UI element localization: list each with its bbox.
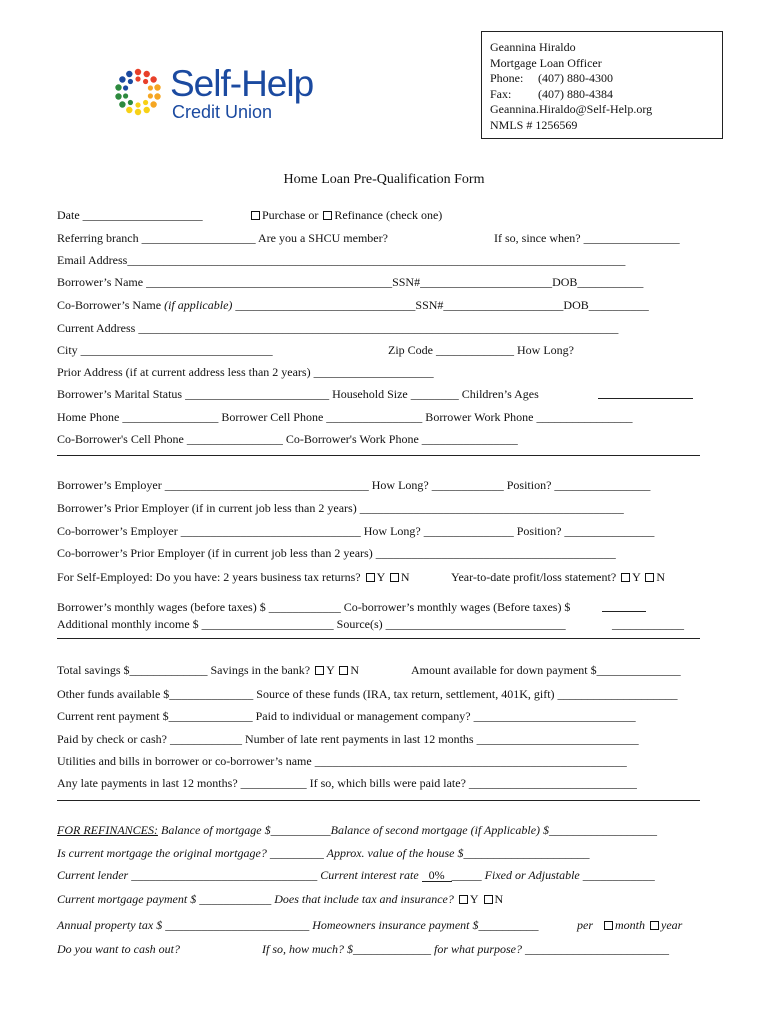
coborrower-wages-line[interactable] [602,611,646,612]
cash-out-amount-field[interactable]: If so, how much? $_____________ for what purpose? ________________________ [262,942,670,956]
loan-officer-contact-box [481,31,723,139]
original-mortgage-field[interactable]: Is current mortgage the original mortgage? _________ Approx. value of the house $_____________________ [57,846,590,860]
phone-row [57,409,697,425]
paid-by-row [57,731,697,747]
logo-dot [154,84,160,90]
savings-row: Total savings $_____________ Savings in the bank? Y N Amount available for down payment $______________ [57,663,681,677]
other-funds-field[interactable]: Other funds available $______________ Source of these funds (IRA, tax return, settlement, 401K, gift) ____________________ [57,687,678,701]
officer-fax: Fax: (407) 880-4384 [490,86,613,101]
month-checkbox[interactable] [604,921,613,930]
original-mortgage-row [57,845,697,861]
refinances-heading: FOR REFINANCES: [57,823,158,837]
section-divider [57,638,700,639]
current-address-row [57,320,697,336]
city-row [57,342,697,358]
coborrower-name-row [57,297,697,313]
logo-dot [148,85,153,90]
logo-dot [135,109,141,115]
referring-row [57,230,697,246]
other-funds-row [57,686,697,702]
coborrower-employer-row [57,523,697,539]
coborrower-name-field[interactable]: Co-Borrower’s Name (if applicable) ______________________________SSN#____________________DOB__________ [57,298,649,312]
additional-income-row [57,616,697,632]
tax-insurance-no-checkbox[interactable] [484,895,493,904]
refinance-label: Refinance (check one) [334,208,443,222]
home-phone-field[interactable]: Home Phone ________________ Borrower Cell Phone ________________ Borrower Work Phone ________________ [57,410,633,424]
logo-dot [128,79,133,84]
late-payments-row [57,775,697,791]
email-field[interactable]: Email Address___________________________________________________________________________________ [57,253,626,267]
utilities-field[interactable]: Utilities and bills in borrower or co-borrower’s name ____________________________________________________ [57,754,627,768]
marital-row [57,386,697,402]
section-divider [57,455,700,456]
logo-dot [135,69,141,75]
ytd-label: Year-to-date profit/loss statement? [451,570,617,584]
logo-dot [123,93,128,98]
lender-field[interactable]: Current lender _______________________________ Current interest rate 0% _____ Fixed or Adjustable ____________ [57,868,655,882]
logo-dot [150,101,156,107]
employer-field[interactable]: Borrower’s Employer __________________________________ How Long? ____________ Position? ________________ [57,478,651,492]
logo-dot [115,93,121,99]
email-row [57,252,697,268]
rent-field[interactable]: Current rent payment $______________ Paid to individual or management company? ___________________________ [57,709,636,723]
logo-wordmark: Self-Help [170,63,314,104]
officer-name: Geannina Hiraldo [490,40,576,54]
logo-dot [119,101,125,107]
interest-rate-value: 0% [422,869,452,882]
refinance-balance-field[interactable]: FOR REFINANCES: Balance of mortgage $__________Balance of second mortgage (if Applicable) $__________________ [57,823,658,837]
logo-dot [154,93,160,99]
logo-dot [135,76,140,81]
late-payments-field[interactable]: Any late payments in last 12 months? ___________ If so, which bills were paid late? ____________________________ [57,776,637,790]
tax-returns-no-checkbox[interactable] [390,573,399,582]
employer-row [57,477,697,493]
logo-dot [150,76,156,82]
savings-bank-yes-checkbox[interactable] [315,666,324,675]
prior-employer-row [57,500,697,516]
marital-status-field[interactable]: Borrower’s Marital Status ________________________ Household Size ________ Children’s Ages [57,387,539,401]
childrens-ages-line[interactable] [598,398,693,399]
current-address-field[interactable]: Current Address ________________________________________________________________________________ [57,321,619,335]
rent-row [57,708,697,724]
coborrower-prior-row [57,545,697,561]
logo-dot [144,107,150,113]
cash-out-row [57,941,697,957]
additional-income-tail[interactable]: ____________ [612,617,684,631]
logo-dot [126,71,132,77]
paid-by-field[interactable]: Paid by check or cash? ____________ Number of late rent payments in last 12 months ___________________________ [57,732,639,746]
officer-email: Geannina.Hiraldo@Self-Help.org [490,102,653,116]
logo-dot [148,93,153,98]
self-employed-label: For Self-Employed: Do you have: 2 years business tax returns? [57,570,361,584]
coborrower-employer-field[interactable]: Co-borrower’s Employer ______________________________ How Long? _______________ Position? _______________ [57,524,655,538]
borrower-name-field[interactable]: Borrower’s Name _________________________________________SSN#______________________DOB___________ [57,275,644,289]
officer-nmls: NMLS # 1256569 [490,117,578,132]
logo-dot [144,71,150,77]
cash-out-label[interactable]: Do you want to cash out? [57,942,180,956]
prior-address-field[interactable]: Prior Address (if at current address less than 2 years) ____________________ [57,365,434,379]
form-title: Home Loan Pre-Qualification Form [283,172,485,187]
down-payment-field[interactable]: Amount available for down payment $______________ [411,663,681,677]
self-employed-row: For Self-Employed: Do you have: 2 years business tax returns? Y N Year-to-date profit/loss statement? Y N [57,570,666,584]
purchase-label: Purchase or [262,208,319,222]
zip-field[interactable]: Zip Code _____________ How Long? [388,343,574,357]
tax-returns-yes-checkbox[interactable] [366,573,375,582]
prior-employer-field[interactable]: Borrower’s Prior Employer (if in current job less than 2 years) ____________________________________________ [57,501,624,515]
logo-dot [119,76,125,82]
section-divider [57,800,700,801]
city-field[interactable]: City ________________________________ [57,343,273,357]
logo-dot [135,102,140,107]
property-tax-row: Annual property tax $ ________________________ Homeowners insurance payment $__________ per month year [57,918,683,932]
borrower-name-row [57,274,697,290]
coborrower-prior-field[interactable]: Co-borrower’s Prior Employer (if in current job less than 2 years) ________________________________________ [57,546,616,560]
savings-bank-no-checkbox[interactable] [339,666,348,675]
referring-branch-field[interactable]: Referring branch ___________________ Are you a SHCU member? [57,231,388,245]
ytd-no-checkbox[interactable] [645,573,654,582]
property-tax-field[interactable]: Annual property tax $ ________________________ Homeowners insurance payment $__________ [57,918,539,932]
prior-address-row [57,364,697,380]
logo-subtitle: Credit Union [172,102,273,122]
wages-field[interactable]: Borrower’s monthly wages (before taxes) $ ____________ Co-borrower’s monthly wages (Before taxes) $ [57,600,571,614]
logo-dot [143,79,148,84]
purchase-checkbox[interactable] [251,211,260,220]
mortgage-payment-field[interactable]: Current mortgage payment $ ____________ Does that include tax and insurance? [57,892,454,906]
officer-phone: Phone: (407) 880-4300 [490,71,613,85]
logo-dot [126,107,132,113]
per-label: per [577,918,593,932]
coborrower-phone-row [57,431,697,447]
mortgage-payment-row: Current mortgage payment $ ____________ Does that include tax and insurance? Y N [57,892,504,906]
lender-row [57,867,697,883]
member-since-field[interactable]: If so, since when? ________________ [494,231,680,245]
logo-dot [115,84,121,90]
tax-insurance-yes-checkbox[interactable] [459,895,468,904]
logo-dot [123,85,128,90]
refinance-row [57,822,697,838]
year-checkbox[interactable] [650,921,659,930]
self-help-logo [112,64,342,144]
officer-role: Mortgage Loan Officer [490,55,602,70]
sunburst-logo-icon [112,64,168,144]
wages-row [57,599,697,615]
utilities-row [57,753,697,769]
logo-dot [143,100,148,105]
additional-income-field[interactable]: Additional monthly income $ ______________________ Source(s) ______________________________ [57,617,566,631]
ytd-yes-checkbox[interactable] [621,573,630,582]
savings-field[interactable]: Total savings $_____________ Savings in the bank? [57,663,311,677]
refinance-checkbox[interactable] [323,211,332,220]
logo-dot [128,100,133,105]
coborrower-phone-field[interactable]: Co-Borrower's Cell Phone ________________ Co-Borrower's Work Phone ________________ [57,432,518,446]
date-field[interactable]: Date ____________________ [57,208,203,222]
date-row [57,207,697,223]
